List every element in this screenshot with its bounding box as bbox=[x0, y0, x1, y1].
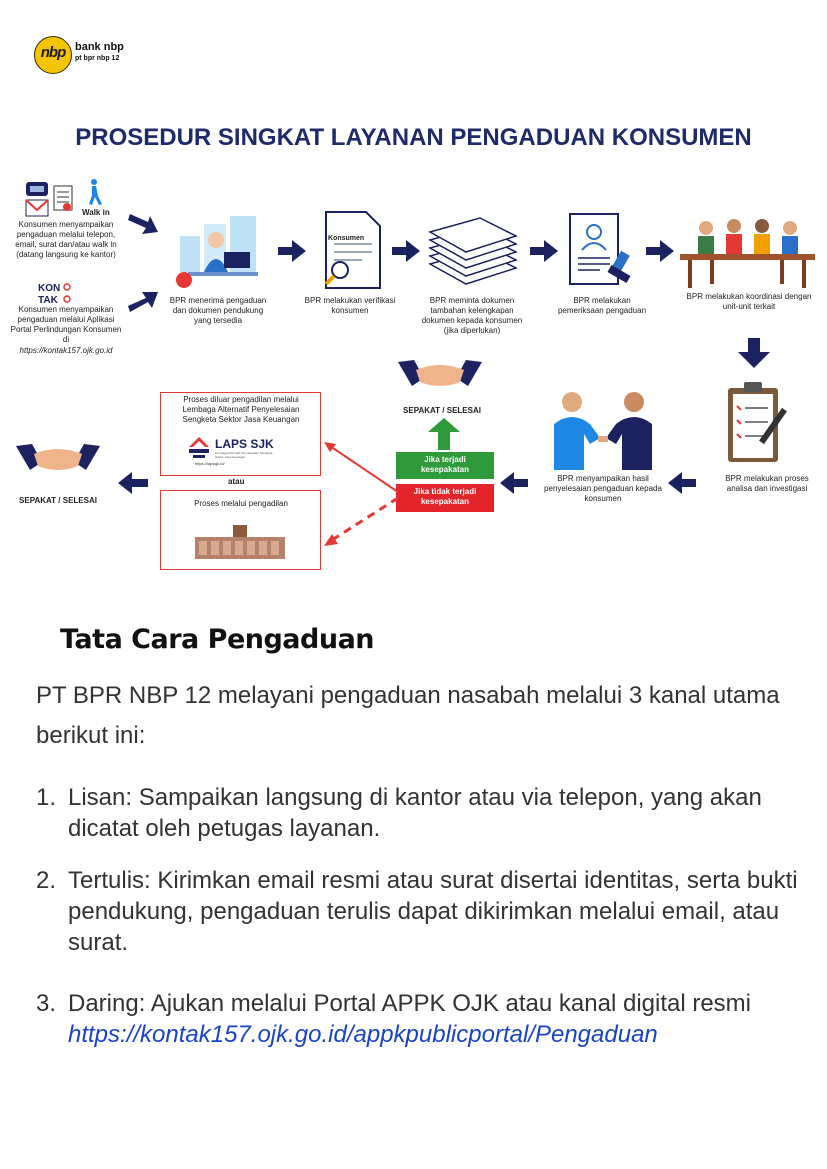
profile-stamp-icon bbox=[566, 212, 640, 292]
phone-icon bbox=[26, 182, 48, 196]
customer-service-illustration bbox=[168, 206, 268, 296]
email-icon bbox=[26, 200, 48, 216]
document-check-icon bbox=[318, 210, 388, 290]
laps-box bbox=[160, 392, 321, 476]
laps-subtitle: Lembaga Alternatif Penyelesaian Sengketa Sektor Jasa Keuangan bbox=[215, 451, 273, 459]
arrow-left-icon-body bbox=[512, 479, 528, 487]
arrow-right-icon bbox=[406, 240, 420, 262]
step-3-caption: BPR meminta dokumen tambahan kelengkapan dokumen kepada konsumen (jika diperlukan) bbox=[421, 296, 523, 335]
list-item-text: Tertulis: Kirimkan email resmi atau surat disertai identitas, serta bukti pendukung, pengaduan terulis dapat dikirimkan melalui email, atau surat. bbox=[68, 867, 798, 956]
section-intro: PT BPR NBP 12 melayani pengaduan nasabah melalui 3 kanal utama berikut ini: bbox=[36, 682, 780, 749]
process-title: PROSEDUR SINGKAT LAYANAN PENGADUAN KONSUMEN bbox=[75, 124, 752, 151]
laps-logo bbox=[187, 435, 211, 459]
arrow-icon bbox=[128, 284, 160, 321]
handshake-icon bbox=[398, 356, 482, 394]
step-1-caption: BPR menerima pengaduan dan dokumen pendukung yang tersedia bbox=[169, 296, 267, 325]
channel-online-caption: Konsumen menyampaikan pengaduan melalui Aplikasi Portal Perlindungan Konsumen di bbox=[10, 305, 122, 344]
list-item-number: 2. bbox=[36, 867, 57, 894]
or-label: atau bbox=[228, 477, 245, 486]
court-box bbox=[160, 490, 321, 570]
complaint-portal-link[interactable]: https://kontak157.ojk.go.id/appkpublicportal/Pengaduan bbox=[68, 1021, 658, 1048]
arrow-up-icon bbox=[428, 418, 460, 455]
kontak-logo bbox=[38, 281, 86, 305]
list-item-number: 1. bbox=[36, 784, 57, 811]
laps-name: LAPS SJK bbox=[215, 437, 274, 451]
channel-online-url: https://kontak157.ojk.go.id bbox=[19, 346, 113, 355]
document-stack-icon bbox=[426, 214, 520, 294]
arrow-icon bbox=[128, 208, 160, 245]
court-box-caption: Proses melalui pengadilan bbox=[194, 499, 288, 508]
arrow-right-icon bbox=[660, 240, 674, 262]
document-label: Konsumen bbox=[328, 235, 365, 242]
arrow-right-icon-body bbox=[530, 247, 546, 255]
step-5-caption: BPR melakukan koordinasi dengan unit-unit terkait bbox=[686, 292, 812, 311]
step-2-caption: BPR melakukan verifikasi konsumen bbox=[304, 296, 396, 315]
arrow-down-icon bbox=[738, 338, 770, 375]
step-4-caption: BPR melakukan pemeriksaan pengaduan bbox=[557, 296, 647, 315]
walking-person-icon bbox=[89, 179, 102, 205]
arrow-to-laps-icon bbox=[320, 440, 400, 550]
arrow-right-icon bbox=[292, 240, 306, 262]
handshake-icon bbox=[16, 440, 100, 478]
clipboard-icon bbox=[724, 380, 794, 466]
svg-text:TAK: TAK bbox=[38, 295, 58, 305]
arrow-left-icon-body bbox=[680, 479, 696, 487]
list-item-number: 3. bbox=[36, 990, 57, 1017]
agree-badge: Jika terjadi kesepakatan bbox=[396, 452, 494, 479]
arrow-left-icon-body bbox=[130, 479, 148, 487]
step-6-caption: BPR melakukan proses analisa dan investigasi bbox=[725, 474, 809, 493]
meeting-illustration bbox=[680, 210, 815, 290]
done-left-label: SEPAKAT / SELESAI bbox=[19, 496, 97, 505]
walk-in-label: Walk in bbox=[82, 208, 110, 217]
logo-name: bank nbp bbox=[75, 41, 124, 53]
channel-offline-caption: Konsumen menyampaikan pengaduan melalui telepon, email, surat dan/atau walk in (datang langsung ke kantor) bbox=[15, 220, 117, 259]
done-top-label: SEPAKAT / SELESAI bbox=[403, 406, 481, 415]
step-7-caption: BPR menyampaikan hasil penyelesaian pengaduan kepada konsumen bbox=[544, 474, 662, 503]
arrow-right-icon bbox=[544, 240, 558, 262]
svg-text:KON: KON bbox=[38, 283, 61, 294]
letter-icon bbox=[54, 186, 72, 211]
list-item-text: Lisan: Sampaikan langsung di kantor atau via telepon, yang akan dicatat oleh petugas layanan. bbox=[68, 784, 762, 842]
arrow-right-icon-body bbox=[646, 247, 662, 255]
handshake-people-illustration bbox=[544, 388, 662, 470]
bank-logo: nbp bbox=[34, 36, 72, 74]
courtroom-icon bbox=[195, 523, 285, 559]
disagree-badge: Jika tidak terjadi kesepakatan bbox=[396, 484, 494, 512]
section-title: Tata Cara Pengaduan bbox=[60, 624, 375, 655]
list-item-text: Daring: Ajukan melalui Portal APPK OJK atau kanal digital resmi bbox=[68, 990, 752, 1017]
laps-box-caption: Proses diluar pengadilan melalui Lembaga Alternatif Penyelesaian Sengketa Sektor Jasa Keuangan bbox=[182, 395, 300, 424]
logo-subtitle: pt bpr nbp 12 bbox=[75, 55, 120, 62]
arrow-right-icon-body bbox=[278, 247, 294, 255]
arrow-right-icon-body bbox=[392, 247, 408, 255]
laps-url: https://lapssjk.id/ bbox=[195, 461, 225, 466]
